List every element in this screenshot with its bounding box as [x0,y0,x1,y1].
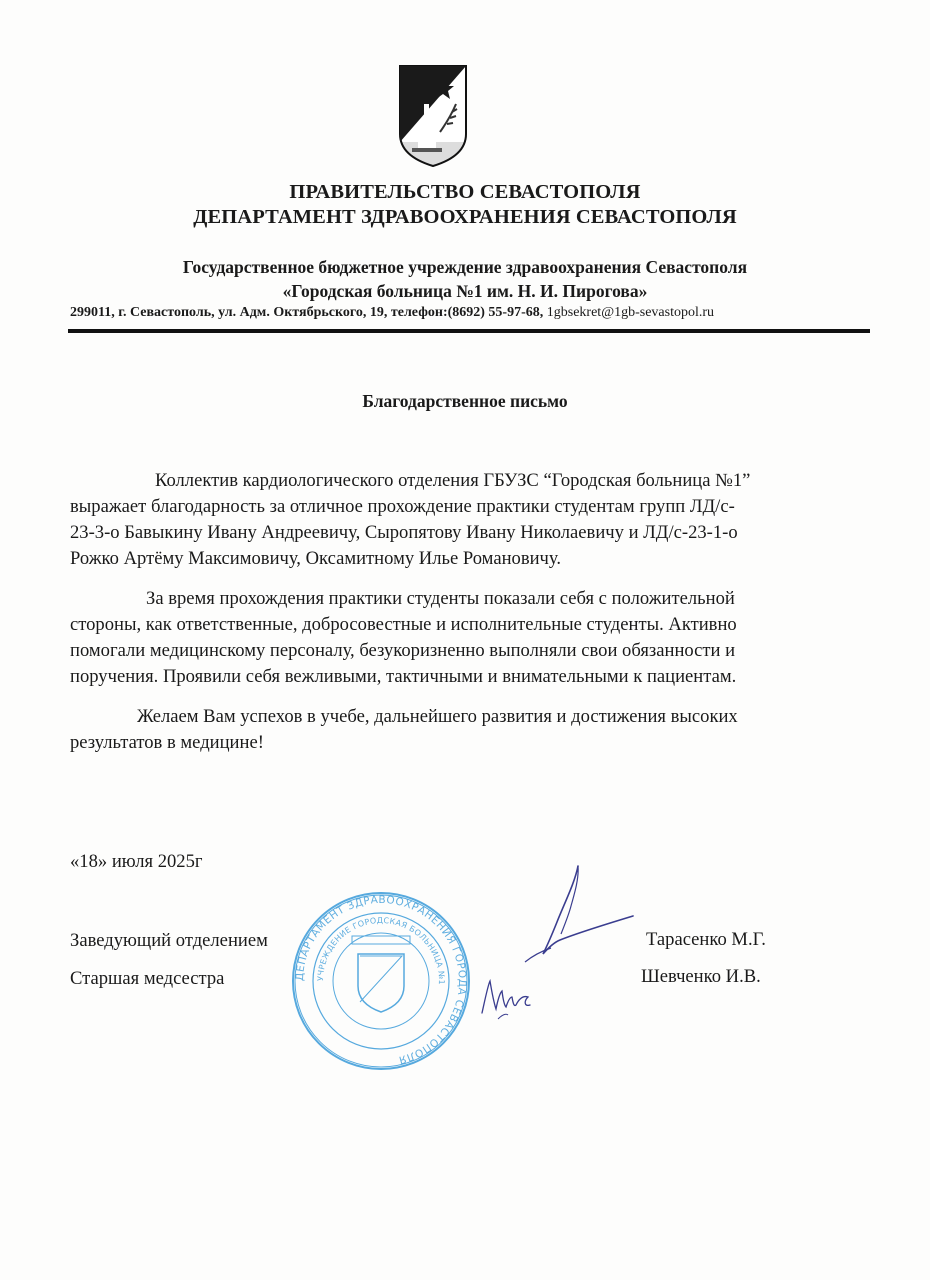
email-text: 1gbsekret@1gb-sevastopol.ru [546,305,715,320]
letter-title: Благодарственное письмо [362,391,568,411]
signer-1-role: Заведующий отделением [70,930,268,951]
signer-2-role: Старшая медсестра [70,968,225,989]
paragraph-1-line: Коллектив кардиологического отделения ГБУЗС “Городская больница №1” [155,470,751,491]
department-heading: ДЕПАРТАМЕНТ ЗДРАВООХРАНЕНИЯ СЕВАСТОПОЛЯ [193,206,737,228]
stamp-inner-text: УЧРЕЖДЕНИЕ ГОРОДСКАЯ БОЛЬНИЦА №1 [315,915,447,986]
stamp-outer-text: ДЕПАРТАМЕНТ ЗДРАВООХРАНЕНИЯ ГОРОДА СЕВАСТОПОЛЯ [293,893,469,1066]
paragraph-2-line: стороны, как ответственные, добросовестные и исполнительные студенты. Активно [70,614,737,635]
paragraph-3-line: Желаем Вам успехов в учебе, дальнейшего развития и достижения высоких [137,706,738,727]
institution-name-line2: «Городская больница №1 им. Н. И. Пирогова» [282,281,648,301]
signer-2-name: Шевченко И.В. [641,966,761,987]
paragraph-1-line: 23-3-о Бавыкину Ивану Андреевичу, Сыропятову Ивану Николаевичу и ЛД/с-23-1-о [70,522,738,543]
government-heading: ПРАВИТЕЛЬСТВО СЕВАСТОПОЛЯ [289,181,641,203]
institution-name-line1: Государственное бюджетное учреждение здравоохранения Севастополя [182,257,748,277]
svg-text:УЧРЕЖДЕНИЕ ГОРОДСКАЯ БОЛЬНИЦА [316,916,446,985]
paragraph-2 [70,586,860,690]
official-stamp [290,890,472,1072]
paragraph-2-line: помогали медицинскому персоналу, безукоризненно выполняли свои обязанности и [70,640,736,661]
signature-nurse-icon [478,975,538,1025]
header-divider [68,329,870,333]
letter-date: «18» июля 2025г [70,851,203,872]
address-line [70,305,714,321]
signature-head-icon [515,862,635,977]
address-text: 299011, г. Севастополь, ул. Адм. Октябрьского, 19, телефон:(8692) 55-97-68, [70,305,544,320]
paragraph-1-line: выражает благодарность за отличное прохождение практики студентам групп ЛД/с- [70,496,735,517]
signer-1-name: Тарасенко М.Г. [646,929,766,950]
paragraph-2-line: За время прохождения практики студенты показали себя с положительной [146,588,735,609]
paragraph-3 [70,704,860,756]
paragraph-3-line: результатов в медицине! [70,732,264,753]
paragraph-2-line: поручения. Проявили себя вежливыми, тактичными и внимательными к пациентам. [70,666,737,687]
sevastopol-coat-of-arms-icon [398,64,468,168]
paragraph-1 [70,468,860,572]
paragraph-1-line: Рожко Артёму Максимовичу, Оксамитному Илье Романовичу. [70,548,561,569]
